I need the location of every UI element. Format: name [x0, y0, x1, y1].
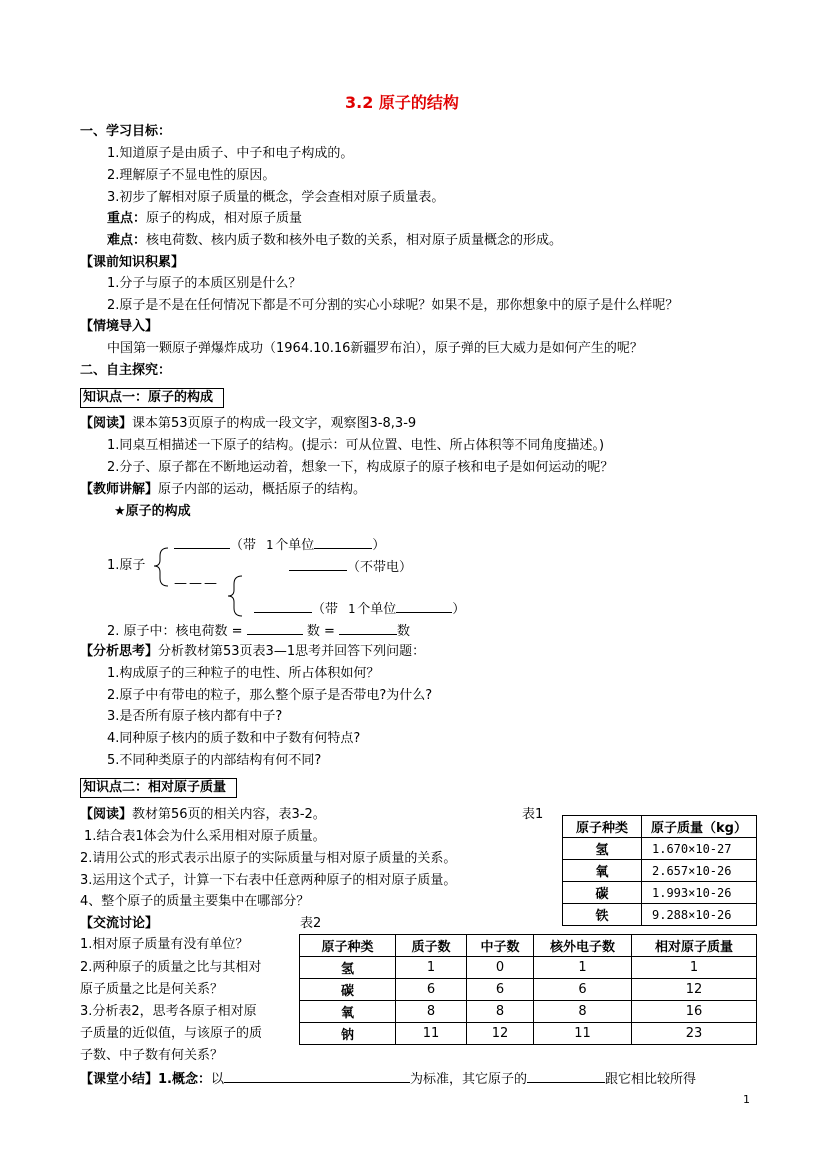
table-header-cell: 原子种类 — [563, 816, 642, 838]
table-row — [300, 979, 757, 1001]
table-row — [563, 882, 757, 904]
table-cell: 8 — [467, 1001, 534, 1023]
goal-item: 2.理解原子不显电性的原因。 — [107, 168, 276, 183]
table-cell: 2.657×10-26 — [642, 860, 757, 882]
table-relative-atomic-mass — [299, 934, 757, 1045]
table-header-cell: 核外电子数 — [534, 935, 632, 957]
kp2-item: 4、整个原子的质量主要集中在哪部分？ — [80, 894, 310, 909]
blank — [254, 598, 312, 613]
blank — [314, 534, 372, 549]
table-header-cell: 中子数 — [467, 935, 534, 957]
table-row — [563, 838, 757, 860]
kp1-question: 1.构成原子的三种粒子的电性、所占体积如何？ — [107, 666, 380, 681]
kp1-think — [80, 642, 425, 662]
kp2-item: 2.请用公式的形式表示出原子的实际质量与相对原子质量的关系。 — [80, 851, 457, 866]
discuss-heading: 【交流讨论】 — [80, 916, 159, 931]
discuss-line: 3.分析表2，思考各原子相对原 — [80, 1004, 257, 1019]
table-row — [300, 1001, 757, 1023]
kp2-read — [80, 805, 326, 825]
kp1-read-label: 【阅读】 — [80, 416, 133, 431]
page-number: 1 — [743, 1093, 750, 1106]
discuss-line: 1.相对原子质量有没有单位？ — [80, 937, 249, 952]
difficulty-label: 难点： — [107, 233, 147, 248]
blank — [174, 534, 230, 549]
kp1-question: 5.不同种类原子的内部结构有何不同? — [107, 753, 322, 768]
table-cell: 6 — [396, 979, 467, 1001]
section-heading-goals: 一、学习目标： — [80, 124, 172, 139]
table-cell: 钠 — [300, 1023, 396, 1045]
pre-question: 2.原子是不是在任何情况下都是不可分割的实心小球呢？如果不是，那你想象中的原子是什么样呢？ — [107, 298, 679, 313]
kp1-item: 1.同桌互相描述一下原子的结构。(提示：可从位置、电性、所占体积等不同角度描述。) — [107, 438, 605, 453]
table-header-row — [300, 935, 757, 957]
blank — [396, 598, 452, 613]
table-cell: 碳 — [300, 979, 396, 1001]
table-cell: 氧 — [300, 1001, 396, 1023]
table-cell: 12 — [632, 979, 757, 1001]
table-cell: 23 — [632, 1023, 757, 1045]
atom-charge-relation: 2. 原子中：核电荷数 = 数 = 数 — [107, 620, 410, 642]
table-cell: 1.670×10-27 — [642, 838, 757, 860]
key-point-label: 重点： — [107, 211, 147, 226]
kp2-read-label: 【阅读】 — [80, 807, 133, 822]
table-cell: 6 — [534, 979, 632, 1001]
table-header-row — [563, 816, 757, 838]
table-header-cell: 质子数 — [396, 935, 467, 957]
kp1-item: 2.分子、原子都在不断地运动着，想象一下，构成原子的原子核和电子是如何运动的呢？ — [107, 460, 614, 475]
table-cell: 8 — [534, 1001, 632, 1023]
diagram-dash: ——— — [174, 576, 219, 591]
section-heading-explore: 二、自主探究： — [80, 363, 172, 378]
table-cell: 氢 — [563, 838, 642, 860]
table-cell: 6 — [467, 979, 534, 1001]
table-cell: 11 — [534, 1023, 632, 1045]
table-header-cell: 相对原子质量 — [632, 935, 757, 957]
table-cell: 碳 — [563, 882, 642, 904]
goal-item: 1.知道原子是由质子、中子和电子构成的。 — [107, 146, 354, 161]
diagram-top-branch: （带 1 个单位 ） — [174, 534, 385, 556]
diagram-mid-branch: （不带电） — [289, 556, 412, 578]
kp2-read-text: 教材第56页的相关内容，表3-2。 — [132, 807, 326, 822]
knowledge-point-1-title: 知识点一：原子的构成 — [80, 388, 224, 408]
table-cell: 8 — [396, 1001, 467, 1023]
blank — [224, 1068, 410, 1083]
table-atom-mass — [562, 815, 757, 926]
kp1-read-text: 课本第53页原子的构成一段文字，观察图3-8,3-9 — [132, 416, 417, 431]
table1-caption: 表1 — [522, 807, 544, 822]
table-cell: 16 — [632, 1001, 757, 1023]
difficulty-text: 核电荷数、核内质子数和核外电子数的关系，相对原子质量概念的形成。 — [146, 233, 563, 248]
discuss-line: 子数、中子数有何关系？ — [80, 1048, 224, 1063]
kp1-teacher-label: 【教师讲解】 — [80, 482, 159, 497]
discuss-line: 原子质量之比是何关系？ — [80, 982, 224, 997]
kp1-question: 2.原子中有带电的粒子，那么整个原子是否带电?为什么? — [107, 688, 433, 703]
atom-structure-heading: ★原子的构成 — [114, 504, 191, 519]
kp2-item: 1.结合表1体会为什么采用相对原子质量。 — [84, 829, 326, 844]
blank — [339, 620, 397, 635]
table-cell: 1 — [632, 957, 757, 979]
table-cell: 1.993×10-26 — [642, 882, 757, 904]
page-title: 3.2 原子的结构 — [345, 93, 459, 112]
goal-item: 3.初步了解相对原子质量的概念，学会查相对原子质量表。 — [107, 190, 445, 205]
table-cell: 9.288×10-26 — [642, 904, 757, 926]
table-cell: 11 — [396, 1023, 467, 1045]
table-row — [563, 904, 757, 926]
pre-knowledge-heading: 【课前知识积累】 — [80, 255, 185, 270]
table-header-cell: 原子种类 — [300, 935, 396, 957]
class-summary: 【课堂小结】1.概念：以 为标准，其它原子的 跟它相比较所得 — [80, 1068, 696, 1090]
table-cell: 铁 — [563, 904, 642, 926]
table2-caption: 表2 — [300, 916, 322, 931]
diagram-root-atom: 1.原子 — [107, 558, 146, 573]
discuss-line: 子质量的近似值，与该原子的质 — [80, 1026, 263, 1041]
table-cell: 氧 — [563, 860, 642, 882]
table-cell: 1 — [534, 957, 632, 979]
table-cell: 12 — [467, 1023, 534, 1045]
key-point-text: 原子的构成，相对原子质量 — [146, 211, 303, 226]
intro-text: 中国第一颗原子弹爆炸成功（1964.10.16新疆罗布泊），原子弹的巨大威力是如何产生的呢？ — [107, 341, 643, 356]
table-row — [563, 860, 757, 882]
table-row — [300, 957, 757, 979]
table-row — [300, 1023, 757, 1045]
table-cell: 氢 — [300, 957, 396, 979]
diagram-bottom-branch: （带 1 个单位 ） — [254, 598, 465, 620]
table-cell: 0 — [467, 957, 534, 979]
table-header-cell: 原子质量（kg） — [642, 816, 757, 838]
blank — [247, 620, 303, 635]
discuss-line: 2.两种原子的质量之比与其相对 — [80, 960, 262, 975]
kp1-think-label: 【分析思考】 — [80, 644, 159, 659]
blank — [289, 556, 347, 571]
kp1-think-text: 分析教材第53页表3—1思考并回答下列问题： — [158, 644, 426, 659]
table-cell: 1 — [396, 957, 467, 979]
blank — [527, 1068, 605, 1083]
intro-heading: 【情境导入】 — [80, 319, 159, 334]
pre-question: 1.分子与原子的本质区别是什么？ — [107, 276, 302, 291]
kp1-question: 3.是否所有原子核内都有中子? — [107, 709, 283, 724]
kp2-item: 3.运用这个式子，计算一下右表中任意两种原子的相对原子质量。 — [80, 873, 457, 888]
kp1-teacher-text: 原子内部的运动，概括原子的结构。 — [158, 482, 367, 497]
kp1-question: 4.同种原子核内的质子数和中子数有何特点? — [107, 731, 361, 746]
knowledge-point-2-title: 知识点二：相对原子质量 — [80, 778, 237, 798]
